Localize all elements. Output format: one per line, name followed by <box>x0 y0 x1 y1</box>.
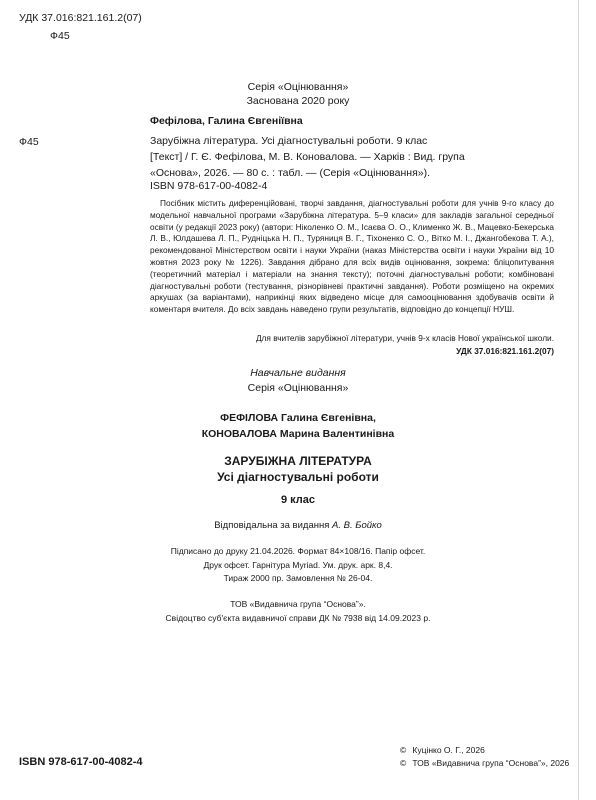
series-founded: Заснована 2020 року <box>246 95 350 107</box>
udk-code-mid: УДК 37.016:821.161.2(07) <box>456 346 554 356</box>
edition-type: Навчальне видання <box>250 367 346 379</box>
subtitle-line: Усі діагностувальні роботи <box>217 470 379 484</box>
print-line: Підписано до друку 21.04.2026. Формат 84×108/16. Папір офсет. <box>170 546 426 556</box>
copyright-text: Куцінко О. Г., 2026 <box>412 745 485 755</box>
author-code-top: Ф45 <box>50 30 70 42</box>
series-name-2: Серія «Оцінювання» <box>247 382 349 394</box>
description-line: [Текст] / Г. Є. Фефілова, М. В. Коновалова. — Харків : Вид. група <box>150 151 465 163</box>
print-info <box>0 545 596 586</box>
description-line: Зарубіжна література. Усі діагностувальні роботи. 9 клас <box>150 135 428 147</box>
page-edge-line <box>578 0 579 800</box>
catalog-author: Фефілова, Галина Євгеніївна <box>150 115 303 127</box>
grade-label: 9 клас <box>280 494 316 506</box>
copyright-symbol: © <box>400 745 407 755</box>
catalog-isbn: ISBN 978-617-00-4082-4 <box>150 180 268 192</box>
copyright-text: ТОВ «Видавнича група “Основа”», 2026 <box>412 758 570 768</box>
responsible-name: А. В. Бойко <box>332 520 382 531</box>
audience-note: Для вчителів зарубіжної літератури, учнів 9-х класів Нової української школи. <box>255 333 554 343</box>
book-title <box>0 453 596 485</box>
title-line: ЗАРУБІЖНА ЛІТЕРАТУРА <box>224 454 372 468</box>
catalog-description <box>150 133 550 181</box>
responsible-label: Відповідальна за видання <box>214 520 330 531</box>
copyright-line <box>400 757 569 770</box>
author-name: КОНОВАЛОВА Марина Валентинівна <box>201 428 395 440</box>
print-line: Тираж 2000 пр. Замовлення № 26-04. <box>223 573 373 583</box>
abstract-paragraph: Посібник містить диференційовані, творчі завдання, діагностувальні роботи для учнів 9-го класу до модельної навчальної програми «Зарубіжна література. 5–9 класи» для закладів загальної середньої освіти (у редакції 2023 року) (автори: Ніколенко О. М., Ісаєва О. О., Клименко Ж. В., Мацевко-Бекерська Л. В., Юлдашева Л. П., Рудніцька Н. П., Туряниця В. Г., Тіхоненко С. О., Вітко М. І., Джангобекова Т. А.), рекомендованої Міністерством освіти і науки України (наказ Міністерства освіти і науки України від 10 жовтня 2023 року № 1226). Завдання дібрано для всіх видів оцінювання, зокрема: бліцопитування (теоретичний матеріал і матеріали на знання тексту); поточні діагностувальні роботи; комбіновані діагностувальні роботи (тестування, різнорівневі практичні завдання). Роботи розміщено на окремих аркушах (за варіантами), наприкінці яких відведено місце для самооцінювання здобувачів освіти й коментаря вчителя. До всіх завдань наведено групи результатів, відповідно до концепції НУШ. <box>150 198 554 315</box>
copyright-symbol: © <box>400 758 407 768</box>
abstract <box>150 198 554 316</box>
series-name: Серія «Оцінювання» <box>247 81 349 93</box>
author-name: ФЕФІЛОВА Галина Євгенівна, <box>220 412 376 424</box>
print-line: Друк офсет. Гарнітура Myriad. Ум. друк. арк. 8,4. <box>203 559 393 570</box>
description-line: «Основа», 2026. — 80 с. : табл. — (Серія «Оцінювання»). <box>150 167 431 179</box>
udk-code-top: УДК 37.016:821.161.2(07) <box>19 12 142 24</box>
authors-block <box>0 410 596 442</box>
copyright-line <box>400 744 569 757</box>
publisher-line: Свідоцтво суб'єкта видавничої справи ДК № 7938 від 14.09.2023 р. <box>165 612 431 623</box>
copyright-block <box>400 744 569 770</box>
catalog-code: Ф45 <box>19 136 39 148</box>
isbn-bottom: ISBN 978-617-00-4082-4 <box>19 756 143 768</box>
publisher-line: ТОВ «Видавнича група “Основа”». <box>230 599 366 609</box>
publisher-info <box>0 598 596 625</box>
responsible-editor <box>0 520 596 531</box>
